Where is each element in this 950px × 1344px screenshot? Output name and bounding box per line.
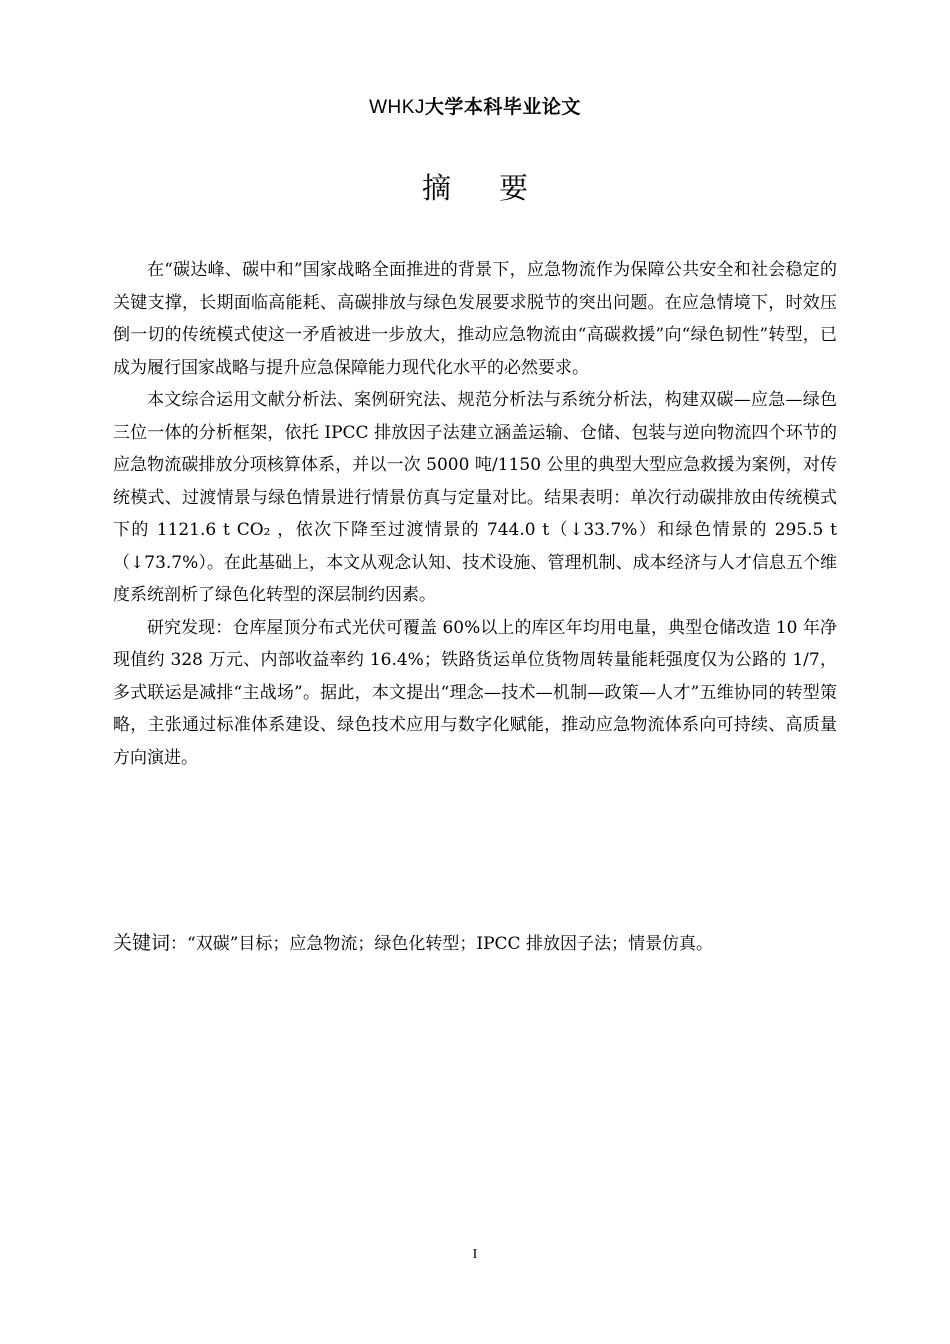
abstract-body bbox=[113, 254, 837, 774]
thesis-type: 大学本科毕业论文 bbox=[424, 96, 581, 118]
abstract-paragraph-2: 本文综合运用文献分析法、案例研究法、规范分析法与系统分析法，构建双碳—应急—绿色三位一体的分析框架，依托 IPCC 排放因子法建立涵盖运输、仓储、包装与逆向物流四个环节的应急物流碳排放分项核算体系，并以一次 5000 吨/1150 公里的典型大型应急救援为案例，对传统模式、过渡情景与绿色情景进行情景仿真与定量对比。结果表明：单次行动碳排放由传统模式下的 1121.6 t CO₂ ，依次下降至过渡情景的 744.0 t（↓33.7%）和绿色情景的 295.5 t（↓73.7%）。在此基础上，本文从观念认知、技术设施、管理机制、成本经济与人才信息五个维度系统剖析了绿色化转型的深层制约因素。 bbox=[113, 390, 837, 605]
page-number: I bbox=[472, 1247, 478, 1262]
page-title: 摘要 bbox=[421, 171, 576, 205]
keywords-separator: ： bbox=[170, 934, 188, 954]
abstract-paragraph-1: 在“碳达峰、碳中和”国家战略全面推进的背景下，应急物流作为保障公共安全和社会稳定的关键支撑，长期面临高能耗、高碳排放与绿色发展要求脱节的突出问题。在应急情境下，时效压倒一切的传统模式使这一矛盾被进一步放大，推动应急物流由“高碳救援”向“绿色韧性”转型，已成为履行国家战略与提升应急保障能力现代化水平的必然要求。 bbox=[113, 260, 837, 378]
school-code: WHKJ bbox=[369, 97, 425, 118]
keywords-label: 关键词 bbox=[113, 932, 171, 954]
thesis-header bbox=[0, 94, 950, 121]
keywords-line bbox=[113, 928, 837, 959]
abstract-paragraph-3: 研究发现：仓库屋顶分布式光伏可覆盖 60%以上的库区年均用电量，典型仓储改造 10 年净现值约 328 万元、内部收益率约 16.4%；铁路货运单位货物周转量能耗强度仅为公路的 1/7，多式联运是减排“主战场”。据此，本文提出“理念—技术—机制—政策—人才”五维协同的转型策略，主张通过标准体系建设、绿色技术应用与数字化赋能，推动应急物流体系向可持续、高质量方向演进。 bbox=[113, 617, 837, 768]
keywords-text: “双碳”目标；应急物流；绿色化转型；IPCC 排放因子法；情景仿真。 bbox=[187, 934, 713, 954]
